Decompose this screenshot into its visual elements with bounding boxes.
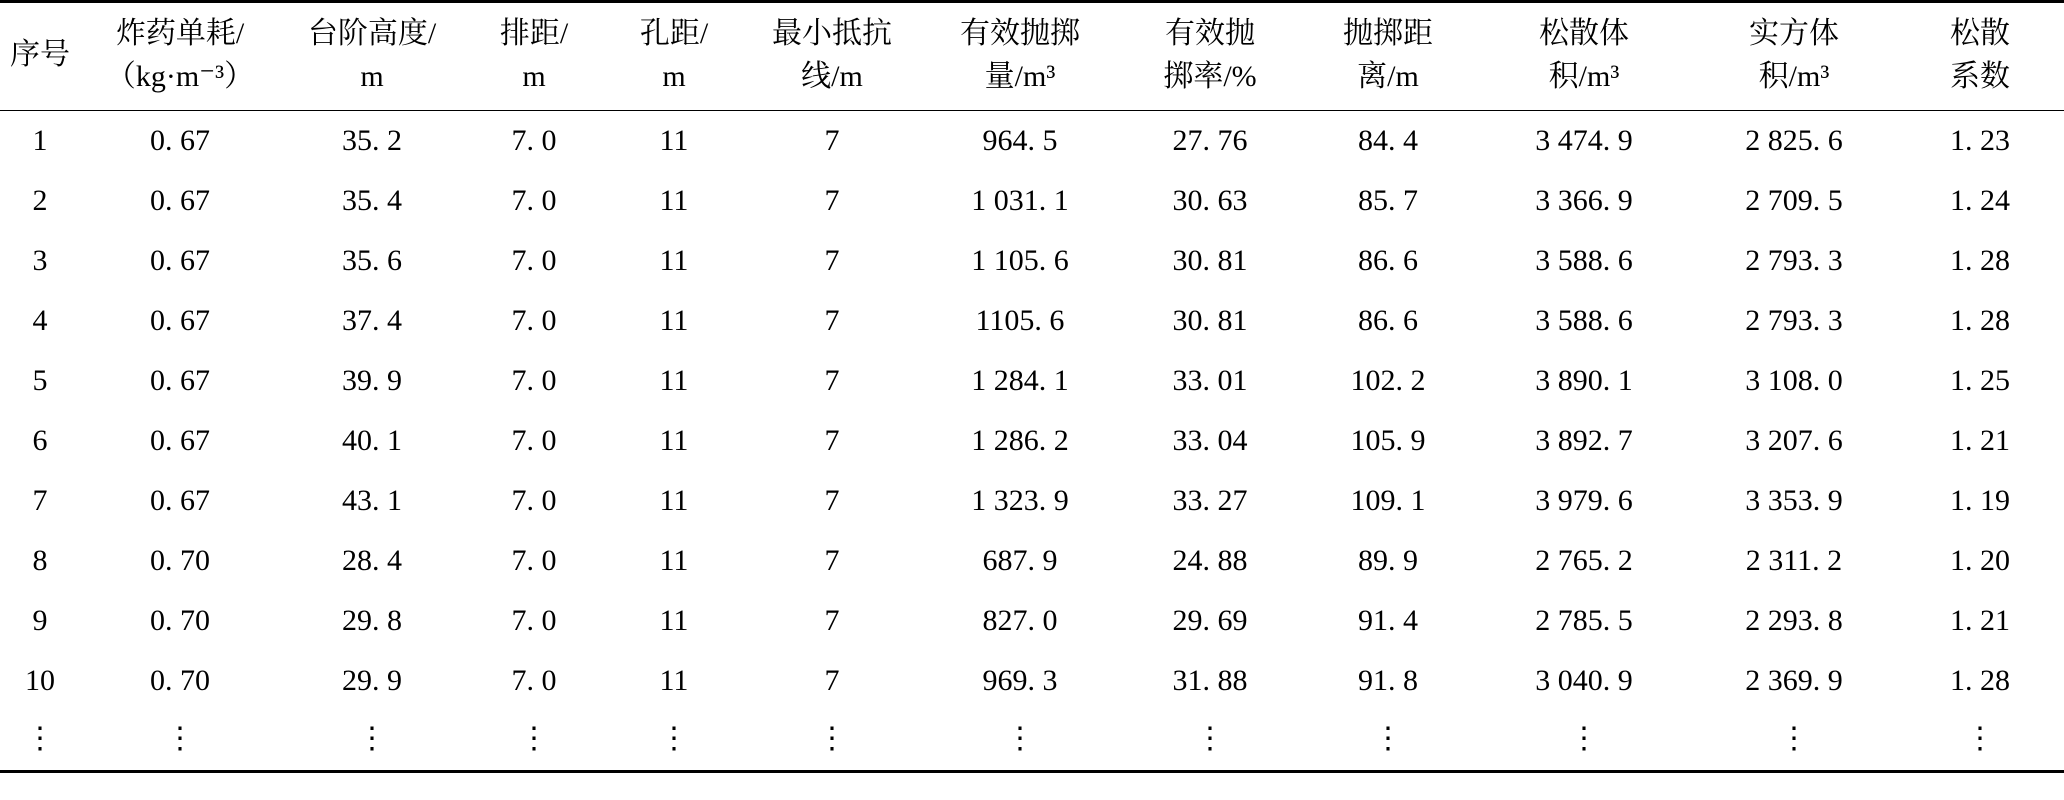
table-cell: 1. 20 — [1950, 544, 2010, 578]
table-cell: 3 040. 9 — [1535, 664, 1633, 698]
table-cell: 1105. 6 — [975, 304, 1065, 338]
table-row — [0, 171, 2064, 231]
column-header-cast-distance: 抛掷距 离/m — [1300, 2, 1476, 111]
table-row — [0, 291, 2064, 351]
table-cell: 0. 67 — [150, 484, 210, 518]
table-cell: 3 588. 6 — [1535, 244, 1633, 278]
table-cell: 7. 0 — [511, 544, 557, 578]
table-cell: 7 — [824, 484, 840, 518]
table-cell: 1. 19 — [1950, 484, 2010, 518]
table-cell: 7. 0 — [511, 424, 557, 458]
continuation-ellipsis: ⋮ — [1692, 711, 1896, 772]
table-cell: 3 366. 9 — [1535, 184, 1633, 218]
continuation-ellipsis: ⋮ — [0, 711, 80, 772]
table-cell: 102. 2 — [1350, 364, 1426, 398]
table-cell: 2 825. 6 — [1745, 124, 1843, 158]
table-cell: 27. 76 — [1172, 124, 1248, 158]
continuation-ellipsis: ⋮ — [1300, 711, 1476, 772]
table-cell: 11 — [659, 484, 689, 518]
table-cell: 7 — [824, 664, 840, 698]
table-cell: 91. 8 — [1358, 664, 1418, 698]
continuation-ellipsis: ⋮ — [920, 711, 1120, 772]
table-cell: 7 — [824, 184, 840, 218]
table-cell: 43. 1 — [342, 484, 402, 518]
table-cell: 1 105. 6 — [971, 244, 1069, 278]
table-cell: 3 474. 9 — [1535, 124, 1633, 158]
table-row — [0, 531, 2064, 591]
table-cell: 1 323. 9 — [971, 484, 1069, 518]
table-cell: 30. 63 — [1172, 184, 1248, 218]
table-cell: 86. 6 — [1358, 304, 1418, 338]
table-cell: 11 — [659, 604, 689, 638]
row-index-cell: 5 — [32, 364, 48, 398]
table-cell: 35. 2 — [342, 124, 402, 158]
table-cell: 2 793. 3 — [1745, 244, 1843, 278]
table-cell: 964. 5 — [982, 124, 1058, 158]
table-cell: 1. 24 — [1950, 184, 2010, 218]
table-cell: 35. 6 — [342, 244, 402, 278]
table-cell: 2 793. 3 — [1745, 304, 1843, 338]
table-row — [0, 111, 2064, 172]
table-cell: 24. 88 — [1172, 544, 1248, 578]
table-cell: 33. 04 — [1172, 424, 1248, 458]
table-cell: 11 — [659, 304, 689, 338]
table-cell: 0. 70 — [150, 664, 210, 698]
continuation-ellipsis: ⋮ — [280, 711, 464, 772]
row-index-cell: 7 — [32, 484, 48, 518]
table-cell: 1 286. 2 — [971, 424, 1069, 458]
table-cell: 0. 70 — [150, 544, 210, 578]
table-cell: 0. 67 — [150, 304, 210, 338]
table-cell: 2 369. 9 — [1745, 664, 1843, 698]
table-cell: 29. 9 — [342, 664, 402, 698]
table-cell: 3 353. 9 — [1745, 484, 1843, 518]
table-cell: 0. 70 — [150, 604, 210, 638]
table-cell: 1. 28 — [1950, 304, 2010, 338]
row-index-cell: 1 — [32, 124, 48, 158]
row-index-cell: 2 — [32, 184, 48, 218]
table-cell: 3 588. 6 — [1535, 304, 1633, 338]
continuation-ellipsis: ⋮ — [744, 711, 920, 772]
table-cell: 2 785. 5 — [1535, 604, 1633, 638]
table-cell: 7 — [824, 304, 840, 338]
table-cell: 3 207. 6 — [1745, 424, 1843, 458]
table-cell: 7 — [824, 124, 840, 158]
table-cell: 91. 4 — [1358, 604, 1418, 638]
table-cell: 30. 81 — [1172, 244, 1248, 278]
table-cell: 28. 4 — [342, 544, 402, 578]
column-header-loose-volume: 松散体 积/m³ — [1476, 2, 1692, 111]
continuation-row — [0, 711, 2064, 772]
continuation-ellipsis: ⋮ — [1476, 711, 1692, 772]
table-body — [0, 111, 2064, 772]
continuation-ellipsis: ⋮ — [80, 711, 280, 772]
table-cell: 86. 6 — [1358, 244, 1418, 278]
table-cell: 827. 0 — [982, 604, 1058, 638]
table-cell: 0. 67 — [150, 364, 210, 398]
table-cell: 0. 67 — [150, 244, 210, 278]
table-cell: 11 — [659, 184, 689, 218]
table-cell: 1 284. 1 — [971, 364, 1069, 398]
table-cell: 7. 0 — [511, 304, 557, 338]
header-row — [0, 2, 2064, 111]
table-row — [0, 591, 2064, 651]
table-cell: 30. 81 — [1172, 304, 1248, 338]
row-index-cell: 3 — [32, 244, 48, 278]
table-cell: 7. 0 — [511, 124, 557, 158]
table-row — [0, 651, 2064, 711]
table-cell: 1. 25 — [1950, 364, 2010, 398]
row-index-cell: 9 — [32, 604, 48, 638]
row-index-cell: 4 — [32, 304, 48, 338]
table-cell: 84. 4 — [1358, 124, 1418, 158]
table-cell: 7. 0 — [511, 604, 557, 638]
table-cell: 37. 4 — [342, 304, 402, 338]
continuation-ellipsis: ⋮ — [1896, 711, 2064, 772]
table-cell: 11 — [659, 544, 689, 578]
row-index-cell: 10 — [25, 664, 55, 698]
table-cell: 7 — [824, 244, 840, 278]
column-header-solid-volume: 实方体 积/m³ — [1692, 2, 1896, 111]
table-cell: 1. 21 — [1950, 424, 2010, 458]
table-cell: 29. 8 — [342, 604, 402, 638]
table-cell: 7. 0 — [511, 484, 557, 518]
column-header-effective-cast-rate: 有效抛 掷率/% — [1120, 2, 1300, 111]
table-cell: 7 — [824, 364, 840, 398]
table-row — [0, 471, 2064, 531]
column-header-explosive-consumption: 炸药单耗/ （kg·m⁻³） — [80, 2, 280, 111]
table-row — [0, 231, 2064, 291]
column-header-effective-cast-volume: 有效抛掷 量/m³ — [920, 2, 1120, 111]
table-cell: 11 — [659, 364, 689, 398]
table-cell: 11 — [659, 664, 689, 698]
table-cell: 109. 1 — [1350, 484, 1426, 518]
column-header-index: 序号 — [0, 2, 80, 111]
table-cell: 687. 9 — [982, 544, 1058, 578]
table-cell: 39. 9 — [342, 364, 402, 398]
table-header — [0, 2, 2064, 111]
table-cell: 33. 27 — [1172, 484, 1248, 518]
table-cell: 85. 7 — [1358, 184, 1418, 218]
table-cell: 3 108. 0 — [1745, 364, 1843, 398]
table-cell: 2 765. 2 — [1535, 544, 1633, 578]
column-header-bench-height: 台阶高度/ m — [280, 2, 464, 111]
table-cell: 2 311. 2 — [1745, 544, 1843, 578]
table-cell: 0. 67 — [150, 184, 210, 218]
table-cell: 1. 28 — [1950, 664, 2010, 698]
table-cell: 1. 23 — [1950, 124, 2010, 158]
continuation-ellipsis: ⋮ — [464, 711, 604, 772]
table-cell: 105. 9 — [1350, 424, 1426, 458]
table-row — [0, 351, 2064, 411]
table-cell: 7. 0 — [511, 244, 557, 278]
table-cell: 7 — [824, 424, 840, 458]
table-cell: 7. 0 — [511, 364, 557, 398]
row-index-cell: 8 — [32, 544, 48, 578]
table-cell: 0. 67 — [150, 424, 210, 458]
table-cell: 0. 67 — [150, 124, 210, 158]
table-cell: 3 979. 6 — [1535, 484, 1633, 518]
table-cell: 2 293. 8 — [1745, 604, 1843, 638]
column-header-row-spacing: 排距/ m — [464, 2, 604, 111]
table-cell: 29. 69 — [1172, 604, 1248, 638]
row-index-cell: 6 — [32, 424, 48, 458]
column-header-loosening-coefficient: 松散 系数 — [1896, 2, 2064, 111]
table-cell: 1. 28 — [1950, 244, 2010, 278]
table-cell: 11 — [659, 244, 689, 278]
table-cell: 2 709. 5 — [1745, 184, 1843, 218]
table-cell: 1. 21 — [1950, 604, 2010, 638]
column-header-min-resistance-line: 最小抵抗 线/m — [744, 2, 920, 111]
table-cell: 3 890. 1 — [1535, 364, 1633, 398]
table-cell: 35. 4 — [342, 184, 402, 218]
table-cell: 969. 3 — [982, 664, 1058, 698]
table-cell: 7. 0 — [511, 664, 557, 698]
table-cell: 11 — [659, 124, 689, 158]
table-cell: 3 892. 7 — [1535, 424, 1633, 458]
table-cell: 7 — [824, 544, 840, 578]
table-cell: 89. 9 — [1358, 544, 1418, 578]
table-cell: 7. 0 — [511, 184, 557, 218]
table-cell: 1 031. 1 — [971, 184, 1069, 218]
table-cell: 31. 88 — [1172, 664, 1248, 698]
continuation-ellipsis: ⋮ — [1120, 711, 1300, 772]
table-cell: 40. 1 — [342, 424, 402, 458]
column-header-hole-spacing: 孔距/ m — [604, 2, 744, 111]
continuation-ellipsis: ⋮ — [604, 711, 744, 772]
table-cell: 33. 01 — [1172, 364, 1248, 398]
table-cell: 11 — [659, 424, 689, 458]
table-row — [0, 411, 2064, 471]
table-cell: 7 — [824, 604, 840, 638]
